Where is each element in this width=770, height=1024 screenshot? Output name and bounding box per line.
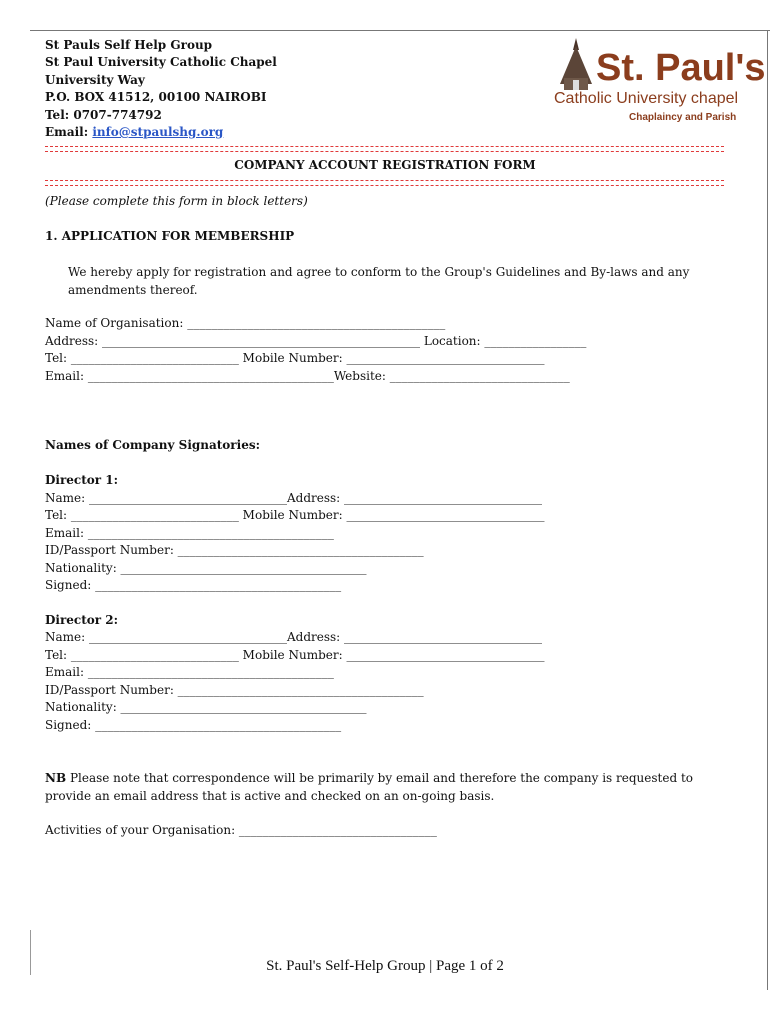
director-1-tel-field[interactable]: Tel: ____________________________ Mobile Number: _________________________________ xyxy=(45,508,545,522)
director-2-tel-field[interactable]: Tel: ____________________________ Mobile Number: _________________________________ xyxy=(45,648,545,662)
director-2-signed-field[interactable]: Signed: _________________________________________ xyxy=(45,718,342,732)
tel-field[interactable]: Tel: ____________________________ Mobile Number: _________________________________ xyxy=(45,351,545,365)
street: University Way xyxy=(45,72,145,87)
org-name-field[interactable]: Name of Organisation: ___________________________________________ xyxy=(45,316,446,330)
signatories-heading: Names of Company Signatories: xyxy=(45,438,261,452)
section-heading: 1. APPLICATION FOR MEMBERSHIP xyxy=(45,229,295,243)
email-link[interactable]: info@stpaulshg.org xyxy=(92,125,224,140)
instruction: (Please complete this form in block letters) xyxy=(45,194,308,208)
activities-field[interactable]: Activities of your Organisation: _________________________________ xyxy=(45,823,437,837)
address-field[interactable]: Address: _____________________________________________________ Location: _________________ xyxy=(45,334,587,348)
chapel-name: St Paul University Catholic Chapel xyxy=(45,55,277,70)
email-row xyxy=(45,124,277,141)
page-border-right xyxy=(767,30,768,990)
page-border xyxy=(30,30,770,31)
nb-text: Please note that correspondence will be primarily by email and therefore the company is requested to provide an email address that is active and checked on an on-going basis. xyxy=(45,771,693,803)
director-1-id-field[interactable]: ID/Passport Number: _________________________________________ xyxy=(45,543,424,557)
chapel-logo xyxy=(552,36,766,128)
telephone: Tel: 0707-774792 xyxy=(45,107,162,122)
logo-tagline: Chaplaincy and Parish xyxy=(629,112,737,123)
director-2-nationality-field[interactable]: Nationality: _________________________________________ xyxy=(45,700,367,714)
email-field[interactable]: Email: _________________________________________Website: ______________________________ xyxy=(45,369,570,383)
divider-bottom xyxy=(45,180,724,186)
director-1-signed-field[interactable]: Signed: _________________________________________ xyxy=(45,578,342,592)
director-1-email-field[interactable]: Email: _________________________________________ xyxy=(45,526,334,540)
email-label: Email: xyxy=(45,125,93,140)
application-text: We hereby apply for registration and agree to conform to the Group's Guidelines and By-laws and any amendments thereof. xyxy=(68,265,690,297)
logo-main-text: St. Paul's xyxy=(596,47,766,89)
divider-top xyxy=(45,146,724,152)
director-2-heading: Director 2: xyxy=(45,613,119,627)
director-2-email-field[interactable]: Email: _________________________________________ xyxy=(45,665,334,679)
director-1-heading: Director 1: xyxy=(45,473,119,487)
director-1-name-field[interactable]: Name: _________________________________Address: _________________________________ xyxy=(45,491,543,505)
nb-note xyxy=(45,769,725,805)
letterhead xyxy=(45,37,277,141)
director-1-nationality-field[interactable]: Nationality: _________________________________________ xyxy=(45,561,367,575)
nb-label: NB xyxy=(45,771,67,785)
director-2-id-field[interactable]: ID/Passport Number: _________________________________________ xyxy=(45,683,424,697)
page-footer: St. Paul's Self-Help Group | Page 1 of 2 xyxy=(266,958,504,974)
logo-sub-text: Catholic University chapel xyxy=(554,90,739,107)
chapel-icon xyxy=(560,38,592,90)
director-2-name-field[interactable]: Name: _________________________________Address: _________________________________ xyxy=(45,630,543,644)
po-box: P.O. BOX 41512, 00100 NAIROBI xyxy=(45,90,267,105)
org-name: St Pauls Self Help Group xyxy=(45,38,213,52)
form-title: COMPANY ACCOUNT REGISTRATION FORM xyxy=(234,158,536,172)
